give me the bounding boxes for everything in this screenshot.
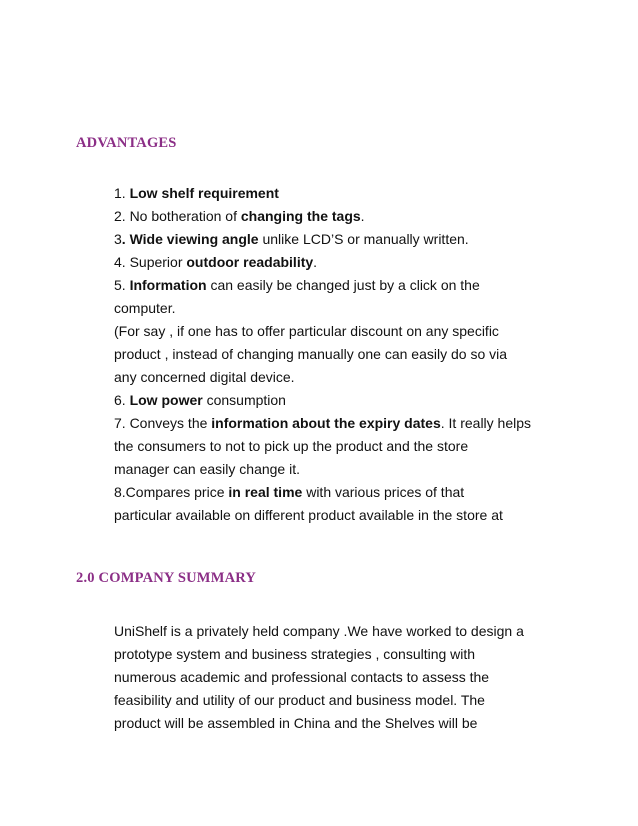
text-line [114, 620, 584, 643]
text-line [114, 251, 584, 274]
text-run: any concerned digital device. [114, 369, 295, 385]
bold-text: information about the expiry dates [211, 415, 441, 431]
text-line [114, 689, 584, 712]
text-run: particular available on different product available in the store at [114, 507, 503, 523]
text-run: unlike LCD’S or manually written. [258, 231, 469, 247]
text-run: UniShelf is a privately held company .We have worked to design a [114, 623, 524, 639]
text-run: . [313, 254, 318, 270]
text-run: . It really helps [440, 415, 532, 431]
advantages-list [114, 182, 584, 527]
text-line [114, 504, 584, 527]
text-run: consumption [202, 392, 286, 408]
text-line [114, 412, 584, 435]
text-run: product , instead of changing manually one can easily do so via [114, 346, 508, 362]
text-line [114, 458, 584, 481]
text-run: prototype system and business strategies , consulting with [114, 646, 476, 662]
text-run: 1. [114, 185, 130, 201]
text-run: . [360, 208, 365, 224]
bold-text: Information [129, 277, 207, 293]
text-run: 7. Conveys the [114, 415, 212, 431]
text-line [114, 205, 584, 228]
text-line [114, 643, 584, 666]
text-run: 8.Compares price [114, 484, 229, 500]
text-run: with various prices of that [302, 484, 465, 500]
bold-text: Low shelf requirement [129, 185, 279, 201]
text-line [114, 182, 584, 205]
text-run: 6. [114, 392, 130, 408]
text-line [114, 481, 584, 504]
text-run: (For say , if one has to offer particular discount on any specific [114, 323, 499, 339]
advantages-heading: ADVANTAGES [76, 135, 177, 151]
text-line [114, 274, 584, 297]
company-summary-heading: 2.0 COMPANY SUMMARY [76, 570, 257, 586]
text-run: product will be assembled in China and the Shelves will be [114, 715, 478, 731]
text-run: 4. Superior [114, 254, 187, 270]
text-line [114, 366, 584, 389]
bold-text: outdoor readability [186, 254, 314, 270]
text-run: 2. No botheration of [114, 208, 241, 224]
text-line [114, 666, 584, 689]
text-run: feasibility and utility of our product and business model. The [114, 692, 485, 708]
bold-text: Low power [129, 392, 203, 408]
bold-text: in real time [228, 484, 303, 500]
text-run: manager can easily change it. [114, 461, 300, 477]
text-line [114, 712, 584, 735]
text-line [114, 297, 584, 320]
text-run: 5. [114, 277, 130, 293]
text-run: the consumers to not to pick up the product and the store [114, 438, 469, 454]
bold-text: . Wide viewing angle [121, 231, 259, 247]
text-run: computer. [114, 300, 176, 316]
bold-text: changing the tags [240, 208, 361, 224]
text-line [114, 320, 584, 343]
company-summary-paragraph [114, 620, 584, 735]
text-line [114, 228, 584, 251]
text-run: numerous academic and professional contacts to assess the [114, 669, 490, 685]
text-run: 3 [114, 231, 122, 247]
text-run: can easily be changed just by a click on the [206, 277, 480, 293]
text-line [114, 435, 584, 458]
text-line [114, 389, 584, 412]
text-line [114, 343, 584, 366]
